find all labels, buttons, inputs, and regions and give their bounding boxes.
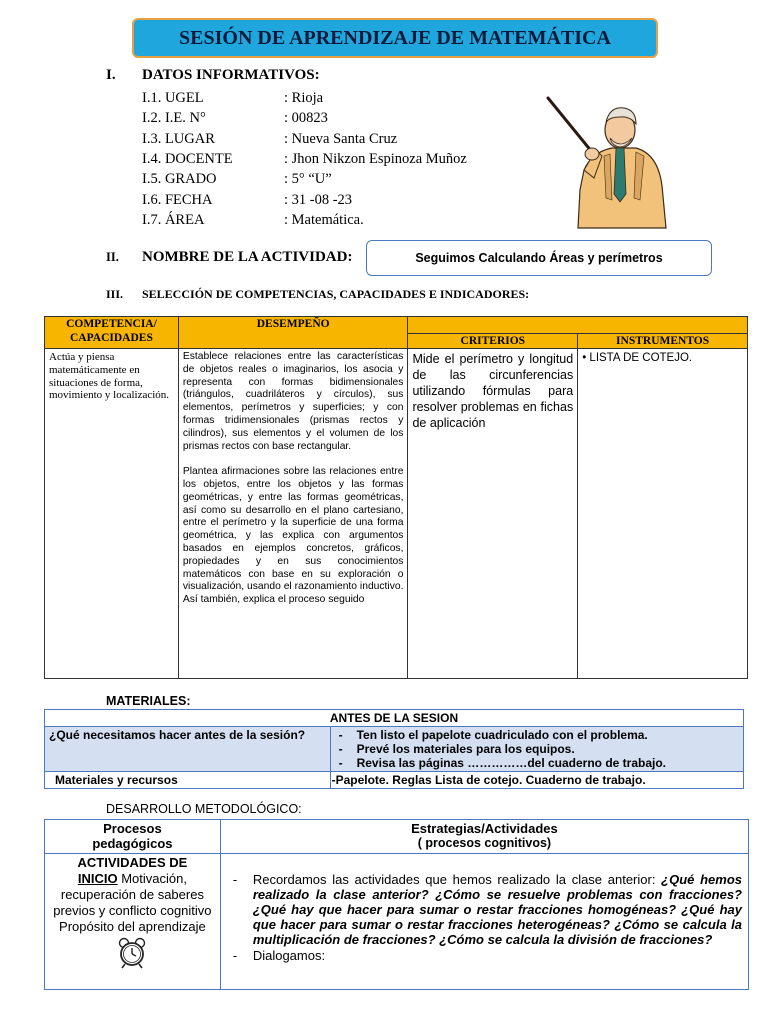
desempeno-paragraph-2: Plantea afirmaciones sobre las relaciones entre los objetos, entre los objetos y las formas geométricas, y entre las formas geométricas, así como su desarrollo en el plano cartesiano, entre el perímetro y la superficie de una forma geométrica, y las explica con argumentos basados en ejemplos concretos, gráficos, propiedades y en sus conocimientos matemáticos con base en su exploración o visualización, usando el razonamiento inductivo. Así también, explica el proceso seguido [182,466,404,606]
inicio-cell [45,854,221,990]
teacher-illustration [540,90,670,230]
info-key: I.3. LUGAR [142,130,215,147]
info-row-ugel [0,88,520,108]
resources-label: Materiales y recursos [45,772,331,789]
activity-dialog [227,948,742,963]
header-procesos [45,820,221,854]
info-key: I.5. GRADO [142,171,217,188]
info-value: : 31 -08 -23 [284,191,353,208]
header-desempeno: DESEMPEÑO [178,317,408,349]
inicio-word: INICIO [77,871,118,886]
inicio-description [49,871,216,935]
info-value: : 00823 [284,110,328,127]
info-key: I.4. DOCENTE [142,150,233,167]
info-value: : Jhon Nikzon Espinoza Muñoz [284,150,467,167]
header-procesos-line-2: pedagógicos [92,836,173,851]
section2-heading: NOMBRE DE LA ACTIVIDAD: [142,249,353,265]
list-item: - Ten listo el papelote cuadriculado con el problema. [335,728,739,742]
section2-number: II. [106,250,119,264]
materials-label: MATERIALES: [106,694,191,708]
inicio-activities-cell [220,854,748,990]
header-estrategias-line-2: ( procesos cognitivos) [417,836,552,850]
info-row-fecha [0,190,520,210]
resources-value: -Papelote. Reglas Lista de cotejo. Cuaderno de trabajo. [330,772,743,789]
info-row-lugar [0,129,520,149]
desempeno-cell [178,349,408,679]
info-key: I.2. I.E. N° [142,110,206,127]
list-item: - Prevé los materiales para los equipos. [335,742,739,756]
section3-heading: SELECCIÓN DE COMPETENCIAS, CAPACIDADES E INDICADORES: [142,287,530,301]
development-table [44,819,749,990]
header-estrategias-line-1: Estrategias/Actividades [411,821,558,836]
info-row-ie [0,108,520,128]
activity-dialog-text: Dialogamos: [252,948,326,963]
info-key: I.6. FECHA [142,191,213,208]
header-criterios: CRITERIOS [408,334,578,349]
activity-recall [227,872,742,947]
competencies-table [44,316,748,679]
materials-question: ¿Qué necesitamos hacer antes de la sesión? [45,727,331,772]
development-label: DESARROLLO METODOLÓGICO: [106,802,302,816]
inicio-text: Motivación, recuperación de saberes previos y conflicto cognitivo Propósito del aprendizaje [53,871,212,934]
header-instrumentos: INSTRUMENTOS [578,334,748,349]
activity-recall-lead: Recordamos las actividades que hemos realizado la clase anterior: [252,872,656,887]
info-key: I.1. UGEL [142,90,204,106]
competencia-cell: Actúa y piensa matemáticamente en situaciones de forma, movimiento y localización. [45,349,179,679]
list-item: - Revisa las páginas ……………del cuaderno de trabajo. [335,756,739,770]
activity-name-box: Seguimos Calculando Áreas y perímetros [366,240,712,276]
header-competencia: COMPETENCIA/ CAPACIDADES [45,317,179,349]
info-key: I.7. ÁREA [142,211,205,228]
info-value: : 5° “U” [284,171,332,188]
page-title: SESIÓN DE APRENDIZAJE DE MATEMÁTICA [132,18,658,58]
header-spacer [408,317,748,334]
section1-heading: DATOS INFORMATIVOS: [142,67,320,83]
info-value: : Matemática. [284,211,364,228]
info-row-docente [0,149,520,169]
alarm-clock-icon-svg [117,937,147,969]
desempeno-paragraph-1: Establece relaciones entre las características de objetos reales o imaginarios, los asocia y representa con formas bidimensionales (triángulos, cuadriláteros y círculos), sus elementos, perímetros y superficies; y con formas tridimensionales (prismas rectos y cilindros), sus elementos y el volumen de los prismas rectos con base rectangular. [182,351,404,452]
activity-recall-questions: ¿Qué hemos realizado la clase anterior? ¿Cómo se resuelve problemas con fracciones? ¿Qué hay que hacer para sumar o restar fracciones homogéneas? ¿Qué hay que hacer para sumar o restar fracciones heterogéneas? ¿Cómo se calcula la multiplicación de fracciones? ¿Cómo se calcula la división de fracciones? [252,872,742,947]
header-procesos-line-1: Procesos [103,821,162,836]
materials-items-cell [330,727,743,772]
header-estrategias [220,820,748,854]
criterio-cell: Mide el perímetro y longitud de las circunferencias utilizando fórmulas para resolver problemas en fichas de aplicación [408,349,578,679]
section1-number: I. [106,67,116,83]
materials-table [44,709,744,789]
info-value: : Nueva Santa Cruz [284,130,398,147]
instrumento-cell: • LISTA DE COTEJO. [578,349,748,679]
info-value: : Rioja [284,90,324,106]
inicio-title: ACTIVIDADES DE [77,855,188,870]
info-row-area [0,210,520,230]
info-list [0,88,520,233]
alarm-clock-icon [49,937,216,973]
section3-number: III. [106,287,124,301]
info-row-grado [0,169,520,189]
materials-items-list [335,728,739,770]
materials-header: ANTES DE LA SESION [45,710,744,727]
